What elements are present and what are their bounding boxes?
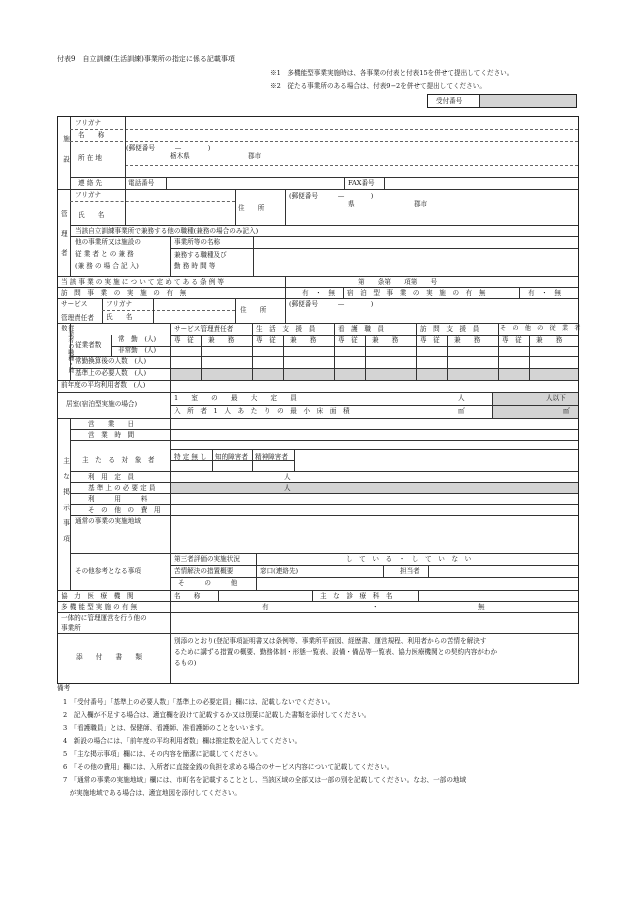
staff-standard-label: 基準上の必要人数 (人): [75, 369, 147, 377]
coop-dept-label: 主 な 診 療 科 名: [320, 592, 393, 600]
eval-value[interactable]: し て い る ・ し て い な い: [346, 555, 472, 563]
receipt-number-field[interactable]: [480, 95, 576, 107]
multi-label: 多 機 能 型 実 施 の 有 無: [61, 603, 138, 611]
note-2: ※2 従たる事業所のある場合は、付表9−2を併せて提出してください。: [270, 82, 486, 90]
manager-duty-label-1: 兼務する職種及び: [174, 251, 227, 259]
target-opt-mental[interactable]: 精神障害者: [255, 453, 288, 461]
staff-sub-full-3: 専 従: [338, 336, 358, 344]
complaint-window-label: 窓口(連絡先): [260, 567, 299, 575]
remark-6: 6 「その他の費用」欄には、入所者に直接金銭の負担を求める場合のサービス内容について記載してください。: [63, 763, 394, 771]
facility-address-label: 所 在 地: [78, 154, 102, 162]
staff-parttime-label: 非常勤 (人): [118, 346, 157, 354]
receipt-label: 受付番号: [436, 97, 463, 105]
staff-count-label: 従業者数: [75, 341, 102, 349]
rooms-area-note: ㎡: [563, 407, 570, 415]
facility-tel-input[interactable]: [166, 177, 344, 189]
complaint-label: 苦情解決の措置概要: [174, 567, 234, 575]
service-mgr-furigana: フリガナ: [106, 300, 133, 308]
service-mgr-label-2: 管理責任者: [61, 314, 94, 322]
coop-name-label: 名 称: [174, 592, 201, 600]
remark-2: 2 記入欄が不足する場合は、適宜欄を設けて記載するか又は別葉に記載した書類を添付してください。: [63, 711, 371, 719]
staff-col-5: そ の 他 の 従 業 者: [500, 325, 581, 332]
notice-area-input[interactable]: [170, 515, 578, 553]
eval-label: 第三者評価の実施状況: [174, 555, 240, 563]
form-title: 付表9 自立訓練(生活訓練)事業所の指定に係る記載事項: [57, 55, 235, 63]
rooms-area-unit: ㎡: [458, 407, 465, 415]
manager-city: 郡市: [414, 200, 428, 208]
manager-label-3: 者: [61, 249, 68, 257]
notice-other-fee-label: そ の 他 の 費 用: [88, 506, 161, 514]
manager-pref: 県: [348, 200, 355, 208]
notice-days-input[interactable]: [170, 418, 578, 429]
notice-hours-label: 営 業 時 間: [88, 431, 135, 439]
rooms-capacity-unit: 人: [458, 394, 465, 402]
notice-std-gray: [171, 483, 578, 493]
attach-text-2: るために講ずる措置の概要、勤務体制・形態一覧表、設備・備品等一覧表、協力医療機関との契約内容がわか: [174, 648, 498, 656]
staff-sub-part-3: 兼 務: [372, 336, 399, 344]
notice-other-fee-input[interactable]: [170, 504, 578, 515]
notice-capacity-label: 利 用 定 員: [88, 473, 135, 481]
rooms-capacity-label: 1 室 の 最 大 定 員: [174, 394, 297, 402]
joint-label-2: 事業所: [61, 624, 81, 632]
staff-fte-label: 常勤換算後の人数 (人): [75, 357, 147, 365]
remark-3: 3 「看護職員」とは、保健師、看護師、准看護師のことをいいます。: [63, 724, 268, 732]
staff-col-4: 訪 問 支 援 員: [420, 325, 480, 333]
notice-std-capacity-label: 基 準 上 の 必 要 定 員: [88, 484, 156, 492]
manager-label-2: 理: [61, 230, 68, 238]
facility-pref: 栃木県: [170, 152, 190, 160]
manager-furigana-label: フリガナ: [75, 191, 102, 199]
staff-standard-gray: [171, 369, 578, 380]
staff-sub-full-5: 専 従: [502, 336, 522, 344]
facility-postal: (郵便番号 — ): [126, 144, 211, 152]
manager-postal: (郵便番号 — ): [289, 192, 374, 200]
staff-col-2: 生 活 支 援 員: [256, 325, 316, 333]
rooms-capacity-note: 人以下: [546, 394, 566, 402]
coop-label: 協 力 医 療 機 関: [61, 592, 134, 600]
rooms-label: 居室(宿泊型実施の場合): [66, 400, 138, 408]
manager-other-office-1: 他の事業所又は施設の: [75, 238, 141, 246]
staff-sub-part-4: 兼 務: [454, 336, 481, 344]
target-opt-none[interactable]: 特 定 無 し: [174, 453, 207, 461]
remark-7-cont: が実施地域である場合は、適宜地図を添付してください。: [63, 789, 242, 797]
notice-fee-input[interactable]: [170, 493, 578, 504]
service-mgr-address-input[interactable]: [285, 298, 578, 323]
receipt-box: [427, 94, 577, 108]
service-mgr-postal: (郵便番号 — ): [289, 300, 374, 308]
service-mgr-name-label: 氏 名: [106, 313, 133, 321]
application-form: [57, 116, 579, 684]
note-1: ※1 多機能型事業実施時は、各事業の付表と付表15を併せて提出してください。: [270, 69, 514, 77]
service-mgr-name-input[interactable]: [153, 298, 235, 323]
visit-value[interactable]: 有 ・ 無: [302, 289, 335, 297]
notice-target-label: 主 た る 対 象 者: [82, 456, 155, 464]
facility-fax-input[interactable]: [384, 177, 578, 189]
ordinance-label: 当 該 事 業 の 実 施 に つ い て 定 め て あ る 条 例 等: [61, 278, 225, 286]
manager-name-input[interactable]: [125, 189, 235, 225]
complaint-person-label: 担当者: [400, 567, 420, 575]
visit-label: 訪 問 事 業 の 実 施 の 有 無: [61, 289, 187, 297]
facility-contact-label: 連 絡 先: [78, 179, 102, 187]
attach-label: 添 付 書 類: [76, 653, 142, 661]
other2-label: そ の 他: [178, 579, 238, 587]
lodging-label: 宿 泊 型 事 業 の 実 施 の 有 無: [347, 289, 486, 297]
notice-other-label: その他参考となる事項: [75, 567, 141, 575]
facility-name-label: 名 称: [78, 131, 105, 139]
staff-sub-part-5: 兼 務: [536, 336, 563, 344]
facility-fax-label: FAX番号: [348, 179, 375, 187]
facility-furigana-label: フリガナ: [75, 119, 102, 127]
multi-no[interactable]: 無: [478, 603, 485, 611]
service-mgr-address-label: 住 所: [240, 306, 267, 314]
manager-other-office-2: 従 業 者 と の 兼 務: [75, 250, 134, 258]
avg-users-input[interactable]: [170, 380, 578, 392]
multi-dot: ・: [372, 603, 379, 611]
remark-1: 1 「受付番号」「基準上の必要人数」「基準上の必要定員」欄には、記載しないでください。: [63, 698, 335, 706]
target-opt-intellectual[interactable]: 知的障害者: [215, 453, 248, 461]
attach-text-3: るもの): [174, 659, 197, 667]
multi-yes[interactable]: 有: [262, 603, 269, 611]
manager-name-label: 氏 名: [78, 211, 105, 219]
facility-name-input[interactable]: [125, 117, 578, 141]
notice-fee-label: 利 用 料: [88, 495, 148, 503]
manager-address-input[interactable]: [285, 189, 578, 225]
service-mgr-label-1: サービス: [61, 300, 88, 308]
attach-text-1: 別添のとおり(登記事項証明書又は条例等、事業所平面図、経歴書、運営規程、利用者からの苦情を解決す: [174, 637, 487, 645]
notice-capacity-unit: 人: [284, 473, 291, 481]
notice-hours-input[interactable]: [170, 429, 578, 440]
notice-std-unit: 人: [284, 484, 291, 492]
notice-area-label: 通常の事業の実施地域: [75, 517, 141, 525]
facility-city: 郡市: [248, 152, 262, 160]
manager-address-label: 住 所: [238, 204, 265, 212]
manager-office-name-label: 事業所等の名称: [174, 238, 221, 246]
facility-address-input[interactable]: [125, 142, 578, 177]
staff-sub-part-2: 兼 務: [290, 336, 317, 344]
staff-sub-full-4: 専 従: [420, 336, 440, 344]
remark-7: 7 「通常の事業の実施地域」欄には、市町名を記載することとし、当該区域の全部又は一部の別を記載してください。なお、一部の地域: [63, 776, 467, 784]
staff-section-label: 従業者の職種・員数: [59, 325, 74, 373]
joint-label-1: 一体的に管理運営を行う他の: [61, 614, 147, 622]
staff-col-1: サービス管理責任者: [174, 325, 234, 333]
ordinance-value[interactable]: 第 条第 項第 号: [358, 278, 438, 286]
facility-section-label: 施設: [61, 135, 70, 177]
staff-sub-full-2: 専 従: [256, 336, 276, 344]
facility-tel-label: 電話番号: [128, 179, 155, 187]
staff-sub-full-1: 専 従: [174, 336, 194, 344]
avg-users-label: 前年度の平均利用者数 (人): [61, 381, 146, 389]
manager-other-duty-label: 当該自立訓練事業所で兼務する他の職種(兼務の場合のみ記入): [75, 227, 259, 235]
notice-days-label: 営 業 日: [88, 420, 135, 428]
staff-col-3: 看 護 職 員: [338, 325, 385, 333]
manager-office-input[interactable]: [253, 236, 578, 248]
rooms-area-label: 入 所 者 1 人 あ た り の 最 小 床 面 積: [174, 407, 350, 415]
remarks-title: 備考: [57, 684, 71, 692]
remark-5: 5 「主な掲示事項」欄には、その内容を簡潔に記載してください。: [63, 750, 262, 758]
notice-section-label: 主な掲示事項: [61, 457, 70, 551]
manager-duty-input[interactable]: [253, 248, 578, 276]
manager-duty-label-2: 勤 務 時 間 等: [174, 262, 216, 270]
staff-sub-part-1: 兼 務: [208, 336, 235, 344]
joint-input[interactable]: [170, 612, 578, 633]
lodging-value[interactable]: 有 ・ 無: [528, 289, 561, 297]
manager-label-1: 管: [61, 210, 68, 218]
manager-other-office-3: (兼 務 の 場 合 記 入): [75, 262, 139, 270]
staff-fulltime-label: 常 勤 (人): [118, 335, 157, 343]
remark-4: 4 新設の場合には、「前年度の平均利用者数」欄は推定数を記入してください。: [63, 737, 302, 745]
